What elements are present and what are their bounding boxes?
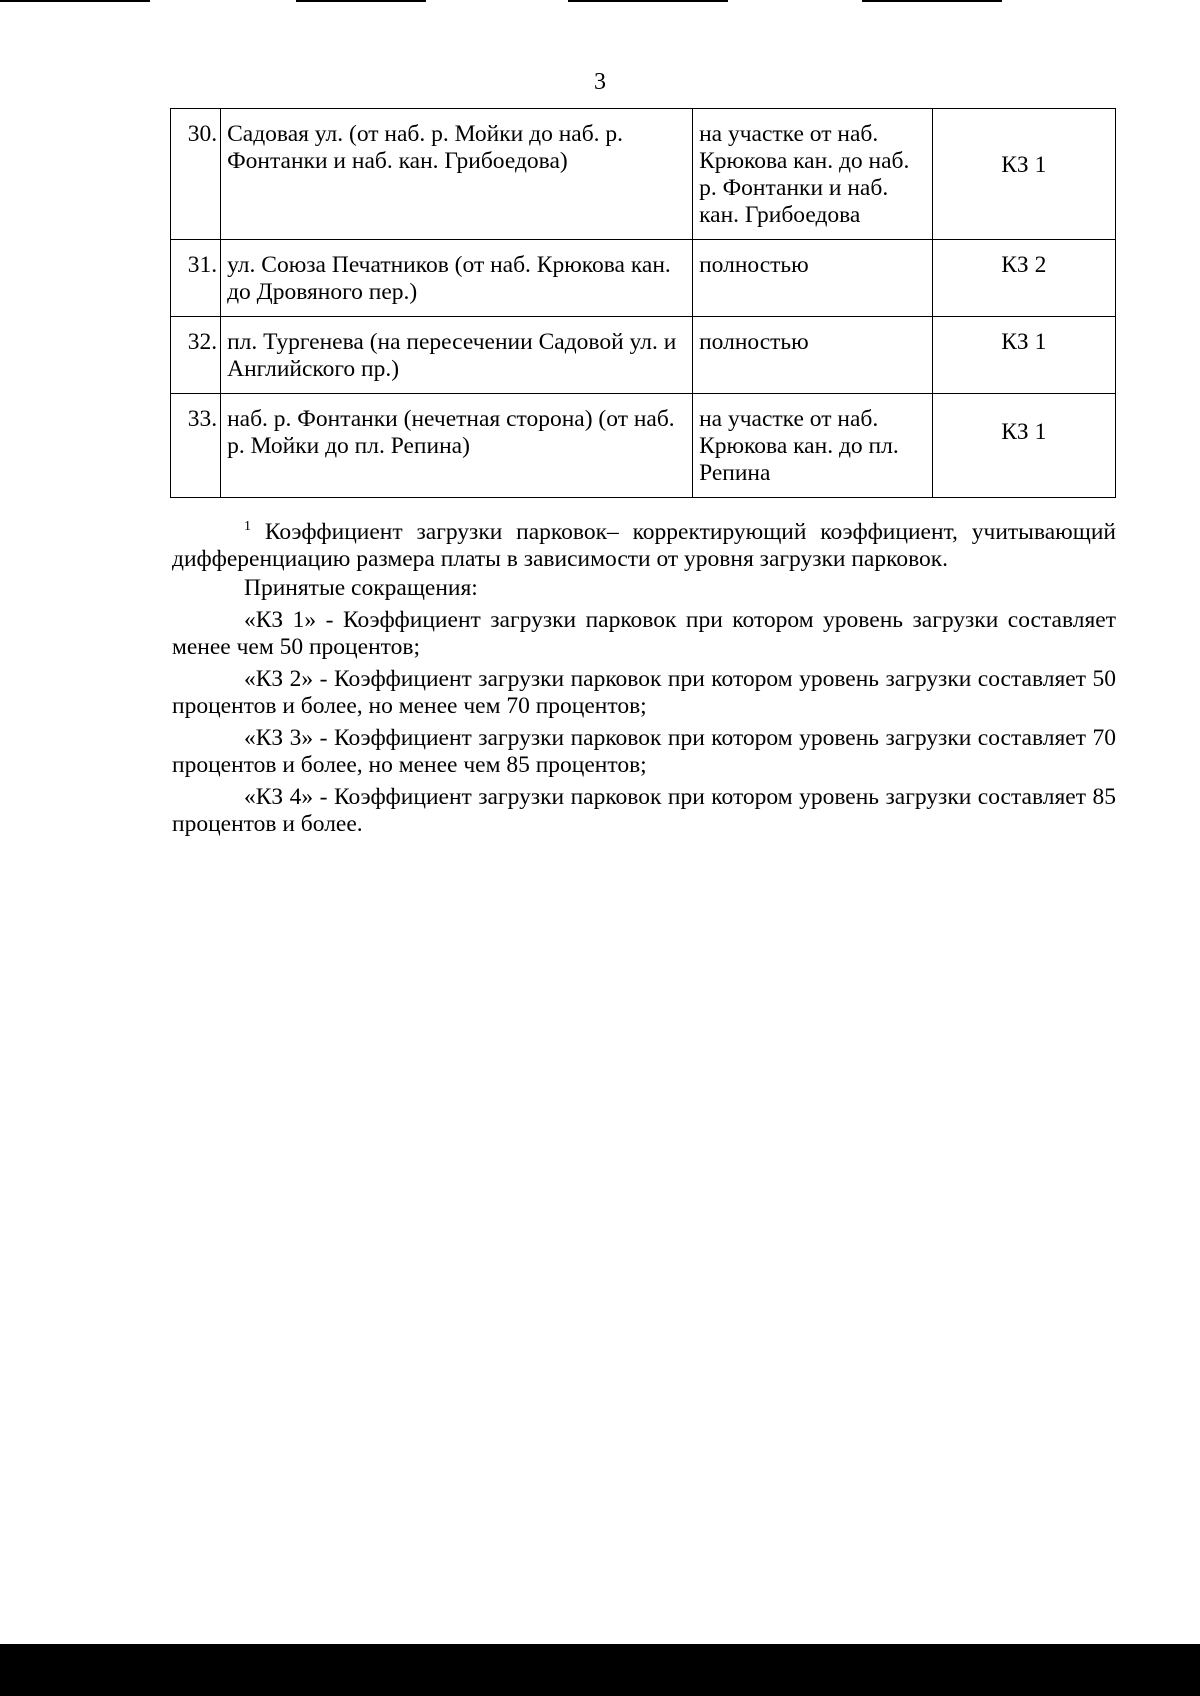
top-scan-edge bbox=[0, 0, 1200, 4]
street-name: пл. Тургенева (на пересечении Садовой ул. и Английского пр.) bbox=[221, 317, 693, 394]
row-number: 32. bbox=[171, 317, 221, 394]
table-row bbox=[171, 109, 1116, 240]
row-number: 30. bbox=[171, 109, 221, 240]
scan-line-fragment bbox=[862, 0, 1002, 2]
load-coefficient: КЗ 1 bbox=[932, 317, 1115, 394]
abbreviation-item: «КЗ 3» - Коэффициент загрузки парковок при котором уровень загрузки составляет 70 процентов и более, но менее чем 85 процентов; bbox=[172, 725, 1116, 778]
row-number: 31. bbox=[171, 240, 221, 317]
street-section: полностью bbox=[693, 240, 933, 317]
abbreviations-heading: Принятые сокращения: bbox=[244, 575, 478, 601]
street-name: наб. р. Фонтанки (нечетная сторона) (от наб. р. Мойки до пл. Репина) bbox=[221, 394, 693, 498]
footnote-text: Коэффициент загрузки парковок– корректирующий коэффициент, учитывающий дифференциацию размера платы в зависимости от уровня загрузки парковок. bbox=[172, 519, 1116, 572]
table-row bbox=[171, 240, 1116, 317]
streets-table bbox=[170, 108, 1116, 498]
load-coefficient: КЗ 2 bbox=[932, 240, 1115, 317]
scan-line-fragment bbox=[296, 0, 426, 2]
street-section: на участке от наб. Крюкова кан. до наб. р. Фонтанки и наб. кан. Грибоедова bbox=[693, 109, 933, 240]
street-section: полностью bbox=[693, 317, 933, 394]
load-coefficient: КЗ 1 bbox=[932, 109, 1115, 240]
abbreviation-item: «КЗ 1» - Коэффициент загрузки парковок при котором уровень загрузки составляет менее чем 50 процентов; bbox=[172, 607, 1116, 660]
load-coefficient: КЗ 1 bbox=[932, 394, 1115, 498]
scan-line-fragment bbox=[568, 0, 728, 2]
street-name: ул. Союза Печатников (от наб. Крюкова кан. до Дровяного пер.) bbox=[221, 240, 693, 317]
footnote-marker: 1 bbox=[244, 519, 251, 534]
abbreviation-item: «КЗ 4» - Коэффициент загрузки парковок при котором уровень загрузки составляет 85 процентов и более. bbox=[172, 784, 1116, 837]
row-number: 33. bbox=[171, 394, 221, 498]
scan-bottom-band bbox=[0, 1644, 1200, 1696]
scan-line-fragment bbox=[0, 0, 150, 2]
street-name: Садовая ул. (от наб. р. Мойки до наб. р. Фонтанки и наб. кан. Грибоедова) bbox=[221, 109, 693, 240]
page-number: 3 bbox=[594, 69, 606, 95]
notes-section bbox=[172, 519, 1116, 838]
table-row bbox=[171, 317, 1116, 394]
abbreviation-item: «КЗ 2» - Коэффициент загрузки парковок при котором уровень загрузки составляет 50 процентов и более, но менее чем 70 процентов; bbox=[172, 666, 1116, 719]
table-row bbox=[171, 394, 1116, 498]
street-section: на участке от наб. Крюкова кан. до пл. Репина bbox=[693, 394, 933, 498]
footnote bbox=[172, 519, 1116, 573]
